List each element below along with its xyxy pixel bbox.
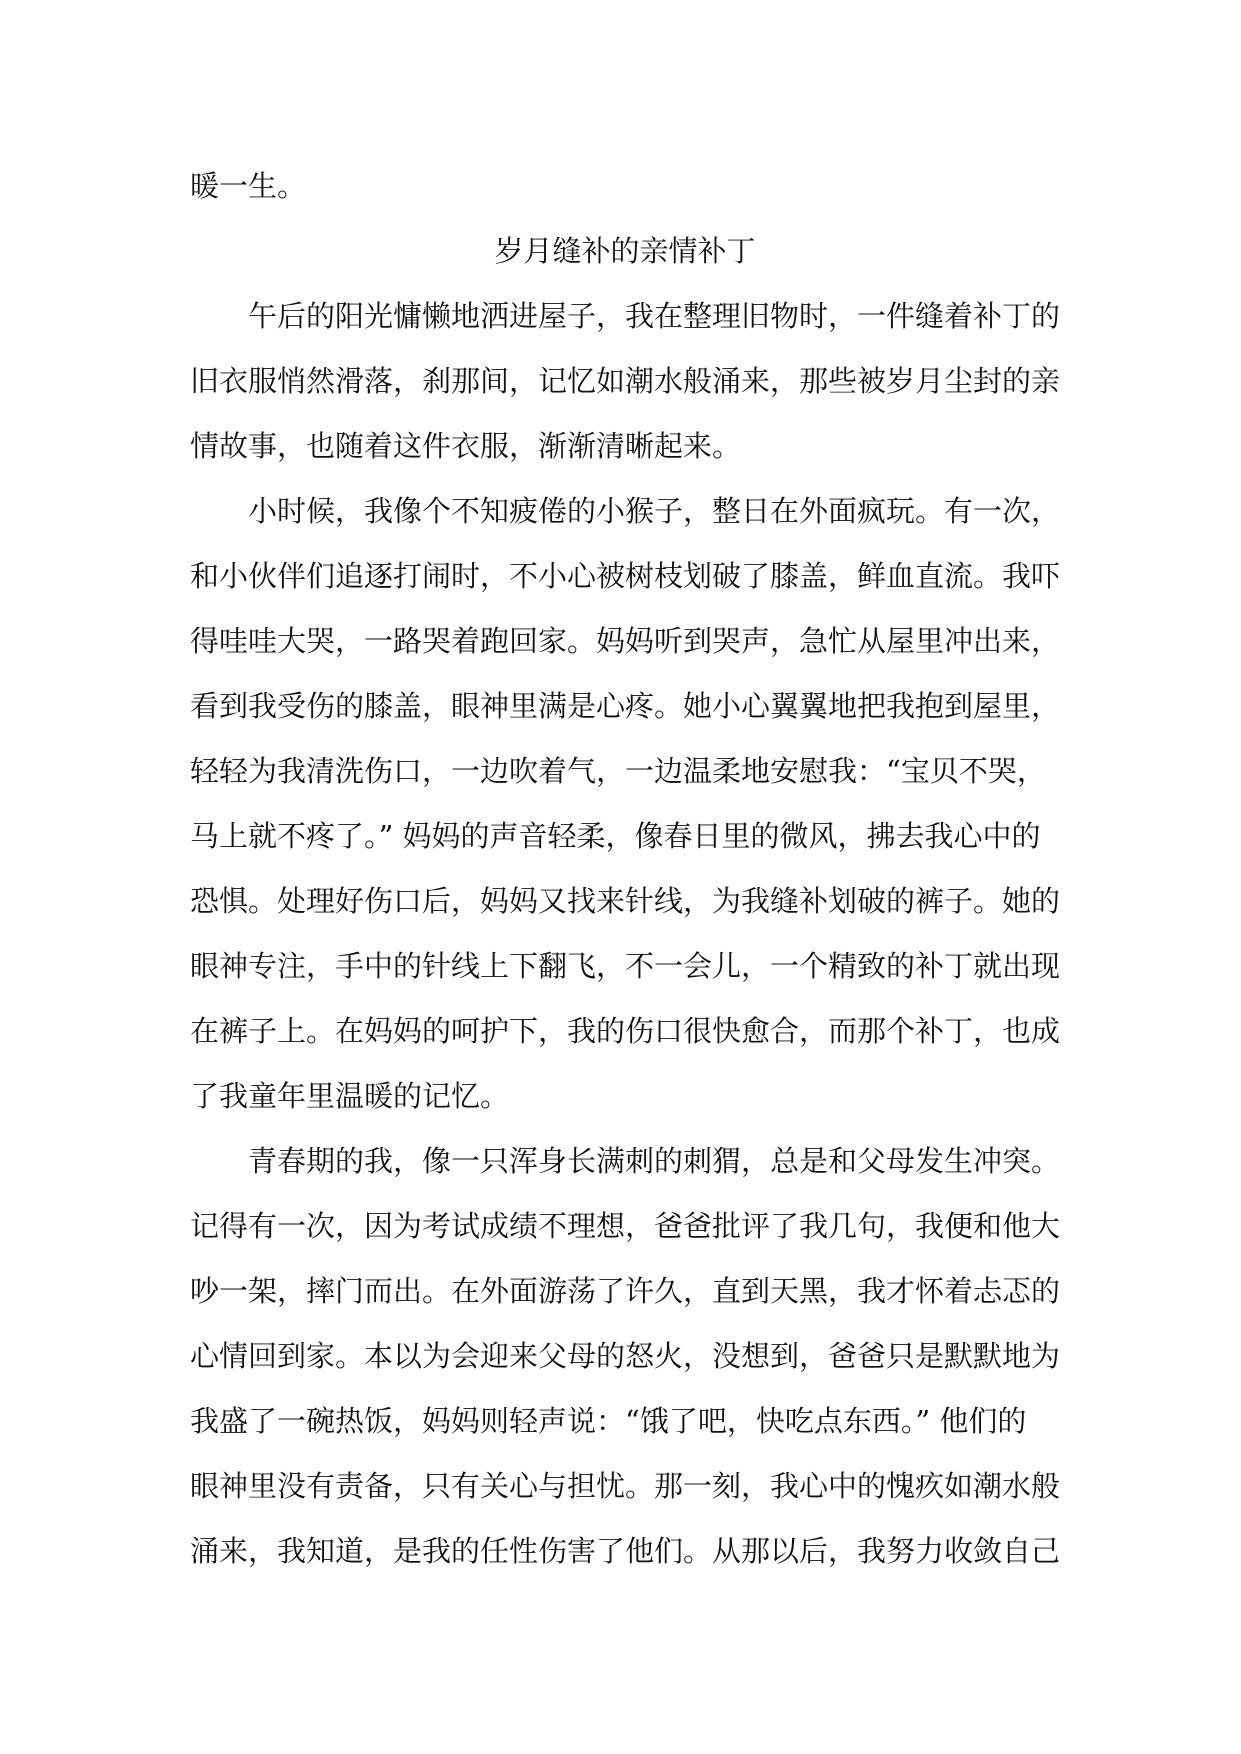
paragraph-3-line-2: 记得有一次，因为考试成绩不理想，爸爸批评了我几句，我便和他大 [190, 1209, 1061, 1243]
paragraph-2-line-10: 了我童年里温暖的记忆。 [190, 1079, 510, 1113]
paragraph-1-line-1: 午后的阳光慵懒地洒进屋子，我在整理旧物时，一件缝着补丁的 [248, 299, 1061, 333]
paragraph-3-line-1: 青春期的我，像一只浑身长满刺的刺猬，总是和父母发生冲突。 [248, 1144, 1061, 1178]
paragraph-1-line-3: 情故事，也随着这件衣服，渐渐清晰起来。 [190, 429, 742, 463]
paragraph-2-line-1: 小时候，我像个不知疲倦的小猴子，整日在外面疯玩。有一次， [248, 494, 1061, 528]
paragraph-2-line-5: 轻轻为我清洗伤口，一边吹着气，一边温柔地安慰我：“宝贝不哭， [190, 754, 1046, 788]
paragraph-1-line-2: 旧衣服悄然滑落，刹那间，记忆如潮水般涌来，那些被岁月尘封的亲 [190, 364, 1061, 398]
paragraph-3-line-7: 涌来，我知道，是我的任性伤害了他们。从那以后，我努力收敛自己 [190, 1534, 1061, 1568]
paragraph-2-line-8: 眼神专注，手中的针线上下翻飞，不一会儿，一个精致的补丁就出现 [190, 949, 1061, 983]
continuation-line: 暖一生。 [190, 169, 307, 203]
paragraph-3-line-6: 眼神里没有责备，只有关心与担忧。那一刻，我心中的愧疚如潮水般 [190, 1469, 1061, 1503]
paragraph-3-line-5: 我盛了一碗热饭，妈妈则轻声说：“饿了吧，快吃点东西。” 他们的 [190, 1404, 1027, 1438]
paragraph-2-line-3: 得哇哇大哭，一路哭着跑回家。妈妈听到哭声，急忙从屋里冲出来， [190, 624, 1061, 658]
essay-title: 岁月缝补的亲情补丁 [494, 234, 756, 268]
document-body [190, 154, 1060, 1584]
paragraph-2-line-6: 马上就不疼了。” 妈妈的声音轻柔，像春日里的微风，拂去我心中的 [190, 819, 1041, 853]
paragraph-3-line-3: 吵一架，摔门而出。在外面游荡了许久，直到天黑，我才怀着忐忑的 [190, 1274, 1061, 1308]
paragraph-2-line-2: 和小伙伴们追逐打闹时，不小心被树枝划破了膝盖，鲜血直流。我吓 [190, 559, 1061, 593]
paragraph-3-line-4: 心情回到家。本以为会迎来父母的怒火，没想到，爸爸只是默默地为 [190, 1339, 1061, 1373]
paragraph-2-line-9: 在裤子上。在妈妈的呵护下，我的伤口很快愈合，而那个补丁，也成 [190, 1014, 1061, 1048]
paragraph-2-line-4: 看到我受伤的膝盖，眼神里满是心疼。她小心翼翼地把我抱到屋里， [190, 689, 1061, 723]
paragraph-2-line-7: 恐惧。处理好伤口后，妈妈又找来针线，为我缝补划破的裤子。她的 [190, 884, 1061, 918]
